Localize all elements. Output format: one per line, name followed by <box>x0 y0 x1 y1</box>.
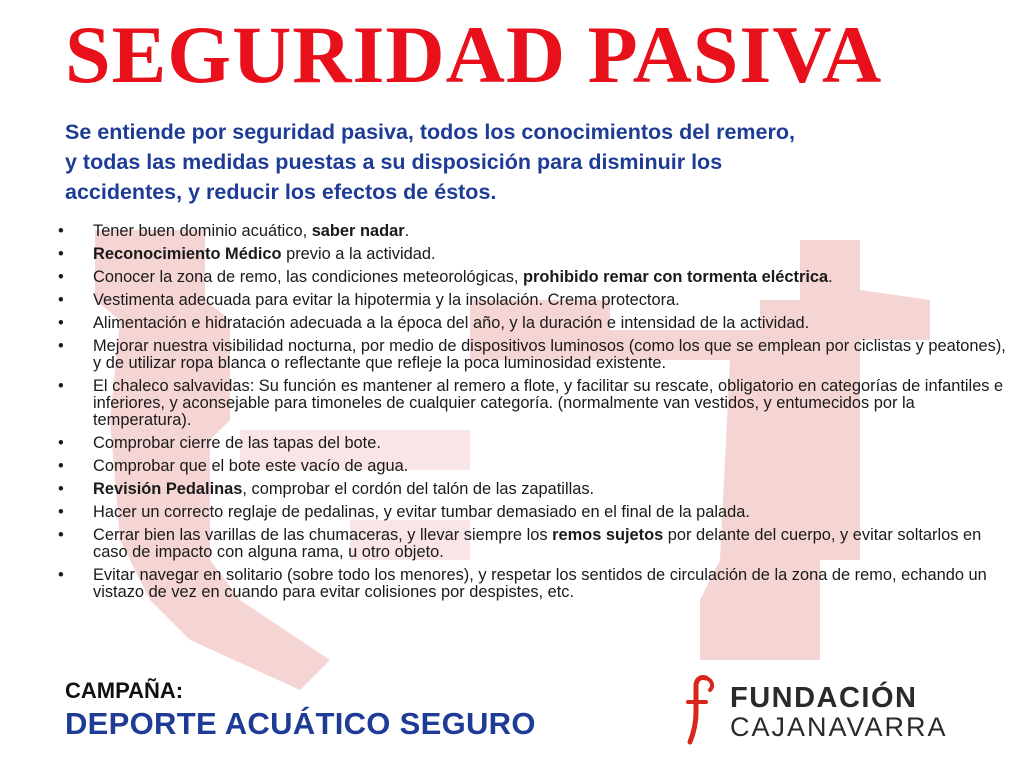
safety-bullet-list <box>55 223 1010 607</box>
subtitle-line: y todas las medidas puestas a su disposición para disminuir los <box>65 150 723 174</box>
logo-text-line1: FUNDACIÓN <box>730 682 918 714</box>
bullet-text-end: previo a la actividad. <box>281 245 436 263</box>
bullet-item <box>55 246 1010 263</box>
bullet-text-end: por delante del cuerpo, y evitar soltarlos en caso de impacto con alguna rama, u otro objeto. <box>93 526 982 561</box>
bullet-marker: • <box>58 434 64 452</box>
slide-title: SEGURIDAD PASIVA <box>65 9 883 100</box>
campaign-name: DEPORTE ACUÁTICO SEGURO <box>65 706 536 741</box>
bullet-text: Comprobar que el bote este vacío de agua. <box>93 457 409 475</box>
bullet-item <box>55 292 1010 309</box>
bullet-text-end: , comprobar el cordón del talón de las zapatillas. <box>242 480 595 498</box>
bullet-text: Hacer un correcto reglaje de pedalinas, y evitar tumbar demasiado en el final de la palada. <box>93 503 750 521</box>
bullet-marker: • <box>58 377 64 395</box>
bullet-text-end: . <box>828 268 833 286</box>
bullet-emphasis: Revisión Pedalinas <box>93 480 243 498</box>
bullet-marker: • <box>58 566 64 584</box>
bullet-item <box>55 435 1010 452</box>
bullet-marker: • <box>58 291 64 309</box>
bullet-item <box>55 338 1010 372</box>
bullet-item <box>55 527 1010 561</box>
bullet-marker: • <box>58 457 64 475</box>
bullet-item <box>55 504 1010 521</box>
bullet-text: Cerrar bien las varillas de las chumaceras, y llevar siempre los <box>93 526 553 544</box>
bullet-marker: • <box>58 503 64 521</box>
bullet-item <box>55 315 1010 332</box>
bullet-item <box>55 378 1010 429</box>
bullet-text: Conocer la zona de remo, las condiciones meteorológicas, <box>93 268 524 286</box>
bullet-text: Vestimenta adecuada para evitar la hipotermia y la insolación. Crema protectora. <box>93 291 680 309</box>
bullet-marker: • <box>58 314 64 332</box>
bullet-text: Tener buen dominio acuático, <box>93 222 312 240</box>
fundacion-f-icon <box>682 672 722 747</box>
bullet-marker: • <box>58 526 64 544</box>
bullet-marker: • <box>58 222 64 240</box>
campaign-label: CAMPAÑA: <box>65 678 184 703</box>
bullet-item <box>55 223 1010 240</box>
subtitle-line: Se entiende por seguridad pasiva, todos los conocimientos del remero, <box>65 120 795 144</box>
bullet-marker: • <box>58 245 64 263</box>
slide-subtitle <box>65 117 995 207</box>
bullet-text: Evitar navegar en solitario (sobre todo los menores), y respetar los sentidos de circulación de la zona de remo, echando un vistazo de vez en cuando para evitar colisiones por despistes, etc. <box>93 566 987 601</box>
subtitle-line: accidentes, y reducir los efectos de éstos. <box>65 180 497 204</box>
bullet-emphasis: prohibido remar con tormenta eléctrica <box>523 268 829 286</box>
fundacion-cajanavarra-logo <box>682 672 982 747</box>
bullet-emphasis: Reconocimiento Médico <box>93 245 282 263</box>
bullet-item <box>55 481 1010 498</box>
bullet-text-end: . <box>404 222 410 240</box>
bullet-marker: • <box>58 480 64 498</box>
bullet-marker: • <box>58 268 64 286</box>
bullet-text: Comprobar cierre de las tapas del bote. <box>93 434 381 452</box>
bullet-item <box>55 269 1010 286</box>
bullet-text: Mejorar nuestra visibilidad nocturna, por medio de dispositivos luminosos (como los que se emplean por ciclistas y peatones), y de utilizar ropa blanca o reflectante que refleje la poca luminosidad existente. <box>93 337 1006 372</box>
bullet-item <box>55 567 1010 601</box>
bullet-emphasis: remos sujetos <box>552 526 664 544</box>
bullet-item <box>55 458 1010 475</box>
bullet-text: El chaleco salvavidas: Su función es mantener al remero a flote, y facilitar su rescate, obligatorio en categorías de infantiles e inferiores, y aconsejable para timoneles de cualquier categoría. (normalmente van vestidos, y entumecidos por la temperatura). <box>93 377 1004 429</box>
bullet-text: Alimentación e hidratación adecuada a la época del año, y la duración e intensidad de la actividad. <box>93 314 810 332</box>
bullet-emphasis: saber nadar <box>311 222 405 240</box>
bullet-marker: • <box>58 337 64 355</box>
logo-text-line2: CAJANAVARRA <box>730 712 948 742</box>
